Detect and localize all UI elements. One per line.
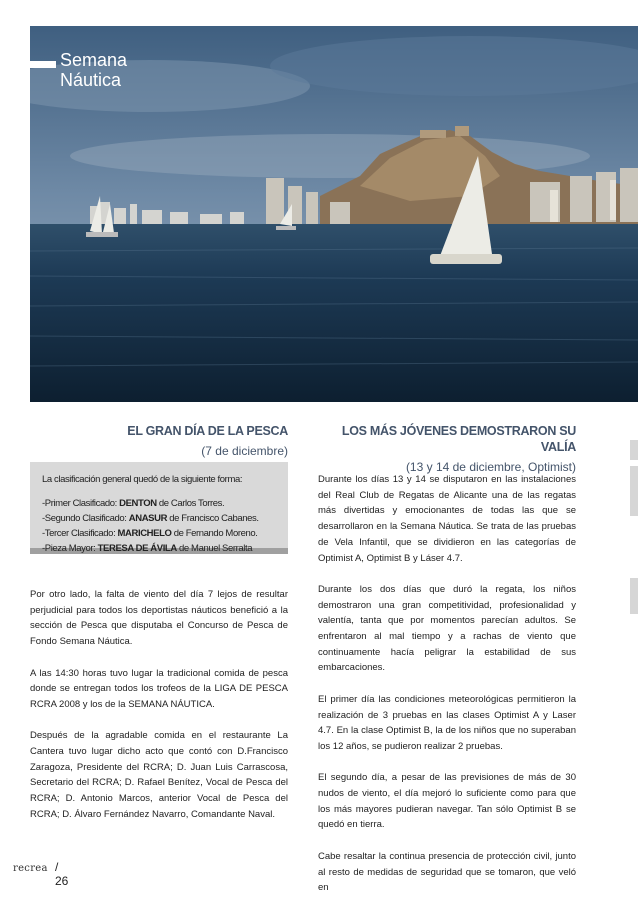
classification-item xyxy=(42,511,278,526)
paragraph: El primer día las condiciones meteorológicas permitieron la realización de 3 pruebas en las clases Optimist A y Laser 4.7. En la clase Optimist B, la de los niños que no superaban los 12 años, se pudieron realizar 2 pruebas. xyxy=(318,693,576,752)
page-number: / 26 xyxy=(55,860,69,888)
item-prefix: -Segundo Clasificado: xyxy=(42,513,129,524)
right-article-subtitle: (13 y 14 de diciembre, Optimist) xyxy=(405,460,576,474)
section-tag-text xyxy=(60,50,127,90)
classification-lead: La clasificación general quedó de la siguiente forma: xyxy=(42,474,243,485)
right-article-heading xyxy=(318,423,576,475)
item-prefix: -Primer Clasificado: xyxy=(42,498,120,509)
paragraph: El segundo día, a pesar de las previsiones de más de 30 nudos de viento, el día mejoró lo suficiente como para que los más mayores pudieran navegar. Tan sólo Optimist B se quedó en tierra. xyxy=(318,772,576,831)
brand-logo: recrea xyxy=(13,863,48,874)
classification-item xyxy=(42,496,278,511)
classification-box xyxy=(30,462,288,554)
classification-item xyxy=(42,541,278,556)
item-name: DENTON xyxy=(119,498,157,509)
paragraph: Cabe resaltar la continua presencia de protección civil, junto al resto de medidas de seguridad que se tomaron, que veló en xyxy=(318,850,576,894)
left-article-body xyxy=(30,587,288,838)
left-article-title: EL GRAN DÍA DE LA PESCA xyxy=(127,424,288,438)
right-article-body xyxy=(318,472,576,912)
section-tag-bar xyxy=(30,61,56,68)
paragraph: A las 14:30 horas tuvo lugar la tradicional comida de pesca donde se entregan todos los trofeos de la LIGA DE PESCA RCRA 2008 y los de la SEMANA NÁUTICA. xyxy=(30,667,288,710)
item-suffix: de Manuel Serralta xyxy=(176,543,253,554)
left-article-heading xyxy=(30,423,288,459)
side-tab xyxy=(630,440,638,460)
item-suffix: de Carlos Torres. xyxy=(156,498,225,509)
item-name: ANASUR xyxy=(128,513,168,524)
paragraph: Durante los dos días que duró la regata, los niños demostraron una gran competitividad, profesionalidad y valentía, tanta que por momentos parecían adultos. Se enfrentaron al mal tiempo y a rachas de viento que continuamente hacía peligrar la estabilidad de sus embarcaciones. xyxy=(318,583,576,674)
section-tag-line2: Náutica xyxy=(60,70,122,90)
left-article-subtitle: (7 de diciembre) xyxy=(201,444,288,458)
paragraph: Durante los días 13 y 14 se disputaron en las instalaciones del Real Club de Regatas de Alicante una de las regatas más divertidas y emocionantes de todas las que se desarrollaron en la Semana Náutica. Se trata de las pruebas de Vela Infantil, que se dividieron en las categorías de Optimist A, Optimist B y Láser 4.7. xyxy=(318,474,576,564)
item-suffix: de Fernando Moreno. xyxy=(171,528,258,539)
item-prefix: -Tercer Clasificado: xyxy=(42,528,118,539)
item-name: TERESA DE ÁVILA xyxy=(97,543,177,554)
side-tab xyxy=(630,466,638,516)
item-name: MARICHELO xyxy=(117,528,172,539)
right-article-title: LOS MÁS JÓVENES DEMOSTRARON SU VALÍA xyxy=(341,424,576,454)
paragraph: Después de la agradable comida en el restaurante La Cantera tuvo lugar dicho acto que contó con D.Francisco Zaragoza, Presidente del RCRA; D. Juan Luis Carrascosa, Secretario del RCRA; D. Rafael Benítez, Vocal de Pesca del RCRA; D. Antonio Marcos, anterior Vocal de Pesca del RCRA; D. Álvaro Fernández Navarro, Comandante Naval. xyxy=(30,730,288,820)
item-prefix: -Pieza Mayor: xyxy=(42,543,98,554)
item-suffix: de Francisco Cabanes. xyxy=(167,513,259,524)
section-tag-line1: Semana xyxy=(60,50,128,70)
paragraph: Por otro lado, la falta de viento del día 7 lejos de resultar perjudicial para todos los deportistas náuticos benefició a la sección de Pesca que disputaba el Concurso de Pesca de Fondo Semana Náutica. xyxy=(30,589,288,648)
side-tab xyxy=(630,578,638,614)
classification-item xyxy=(42,526,278,541)
